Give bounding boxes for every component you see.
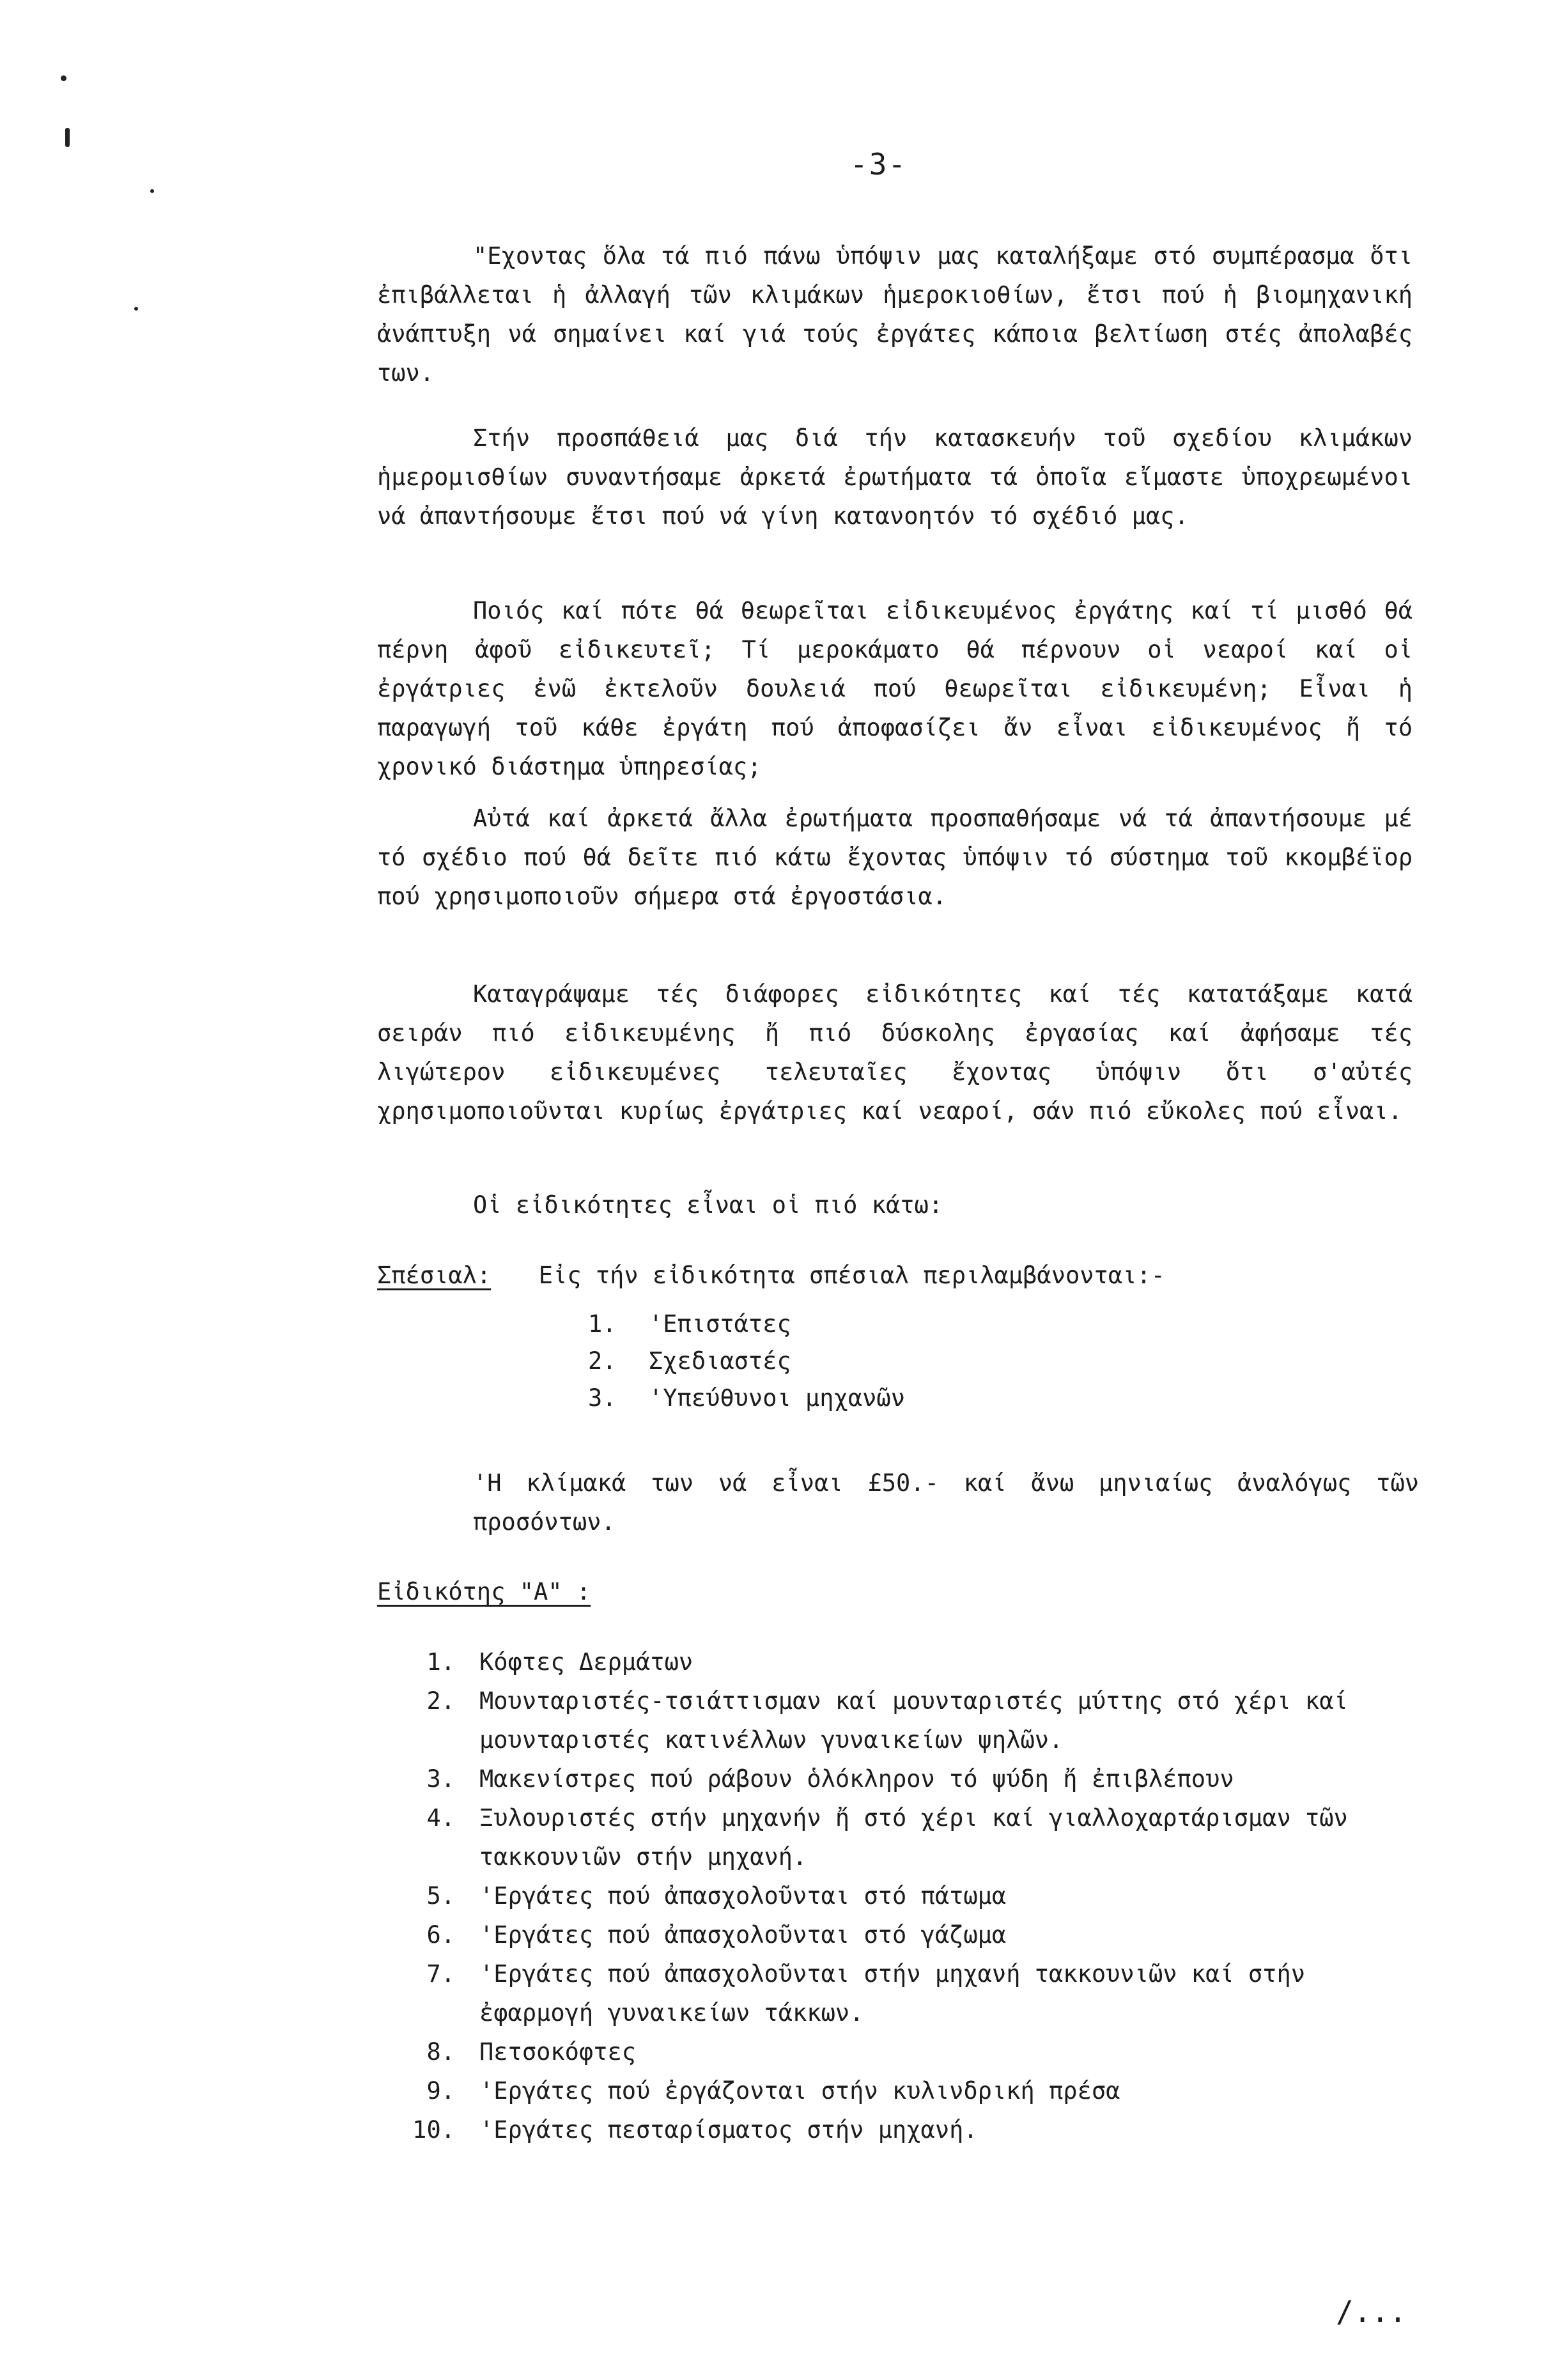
page-number: -3- [850,147,908,182]
continuation-mark: /... [1336,2294,1407,2329]
list-item: 9. 'Εργάτες πού ἐργάζονται στήν κυλινδρική πρέσα [426,2077,1120,2105]
special-label: Σπέσιαλ: [377,1262,492,1289]
special-intro: Εἰς τήν εἰδικότητα σπέσιαλ περιλαμβάνονται:- [538,1262,1165,1289]
special-list [588,1310,905,1421]
special-scale: 'Η κλίμακά των νά εἶναι £50.- καί ἄνω μηνιαίως ἀναλόγως τῶν προσόντων. [473,1469,1419,1536]
paragraph-1: "Εχοντας ὅλα τά πιό πάνω ὑπόψιν μας καταλήξαμε στό συμπέρασμα ὅτι ἐπιβάλλεται ἡ ἀλλαγή τῶν κλιμάκων ἡμεροκιοθίων, ἔτσι πού ἡ βιομηχανική ἀνάπτυξη νά σημαίνει καί γιά τούς ἐργάτες κάποια βελτίωση στές ἀπολαβές των. [377,242,1413,387]
list-item: 3. Μακενίστρες πού ράβουν ὁλόκληρον τό ψύδη ἤ ἐπιβλέπουν [426,1765,1234,1793]
list-item: 3. 'Υπεύθυνοι μηχανῶν [588,1384,905,1412]
list-item: 8. Πετσοκόφτες [426,2038,637,2066]
paragraph-2: Στήν προσπάθειά μας διά τήν κατασκευήν τοῦ σχεδίου κλιμάκων ἡμερομισθίων συναντήσαμε ἀρκετά ἐρωτήματα τά ὁποῖα εἴμαστε ὑποχρεωμένοι νά ἀπαντήσουμε ἔτσι πού νά γίνη κατανοητόν τό σχέδιό μας. [377,424,1413,530]
scan-speck [134,307,138,311]
list-item: 10. 'Εργάτες πεσταρίσματος στήν μηχανή. [412,2116,978,2144]
paragraph-3: Ποιός καί πότε θά θεωρεῖται εἰδικευμένος ἐργάτης καί τί μισθό θά πέρνη ἀφοῦ εἰδικευτεῖ; Τί μεροκάματο θά πέρνουν οἱ νεαροί καί οἱ ἐργάτριες ἐνῶ ἐκτελοῦν δουλειά πού θεωρεῖται εἰδικευμένη; Εἶναι ἡ παραγωγή τοῦ κάθε ἐργάτη πού ἀποφασίζει ἄν εἶναι εἰδικευμένος ἤ τό χρονικό διάστημα ὑπηρεσίας; [377,597,1413,780]
paragraph-6: Οἱ εἰδικότητες εἶναι οἱ πιό κάτω: [473,1191,943,1219]
scan-speck [150,189,154,193]
special-heading [377,1256,1165,1295]
list-item: 5. 'Εργάτες πού ἀπασχολοῦνται στό πάτωμα [426,1882,1007,1910]
category-a-list [377,1642,1425,2149]
scan-mark [65,128,70,147]
list-item: 4. Ξυλουριστές στήν μηχανήν ἤ στό χέρι καί γιαλλοχαρτάρισμαν τῶν τακκουνιῶν στήν μηχανή. [426,1804,1348,1871]
scan-speck [61,75,66,81]
list-item: 1. 'Επιστάτες [588,1310,791,1338]
list-item: 2. Μουνταριστές-τσιάττισμαν καί μουνταριστές μύττης στό χέρι καί μουνταριστές κατινέλλων γυναικείων ψηλῶν. [426,1687,1348,1754]
category-a-heading: Εἰδικότης "Α" : [377,1578,591,1605]
list-item: 2. Σχεδιαστές [588,1347,791,1375]
paragraph-4: Αὐτά καί ἀρκετά ἄλλα ἐρωτήματα προσπαθήσαμε νά τά ἀπαντήσουμε μέ τό σχέδιο πού θά δεῖτε πιό κάτω ἔχοντας ὑπόψιν τό σύστημα τοῦ κκομβέϊορ πού χρησιμοποιοῦν σήμερα στά ἐργοστάσια. [377,805,1413,910]
list-item: 1. Κόφτες Δερμάτων [426,1648,693,1676]
list-item: 6. 'Εργάτες πού ἀπασχολοῦνται στό γάζωμα [426,1921,1007,1949]
paragraph-5: Καταγράψαμε τές διάφορες εἰδικότητες καί τές κατατάξαμε κατά σειράν πιό εἰδικευμένης ἤ πιό δύσκολης ἐργασίας καί ἀφήσαμε τές λιγώτερον εἰδικευμένες τελευταῖες ἔχοντας ὑπόψιν ὅτι σ'αὐτές χρησιμοποιοῦνται κυρίως ἐργάτριες καί νεαροί, σάν πιό εὔκολες πού εἶναι. [377,980,1413,1125]
list-item: 7. 'Εργάτες πού ἀπασχολοῦνται στήν μηχανή τακκουνιῶν καί στήν ἐφαρμογή γυναικείων τάκκων. [426,1960,1306,2027]
